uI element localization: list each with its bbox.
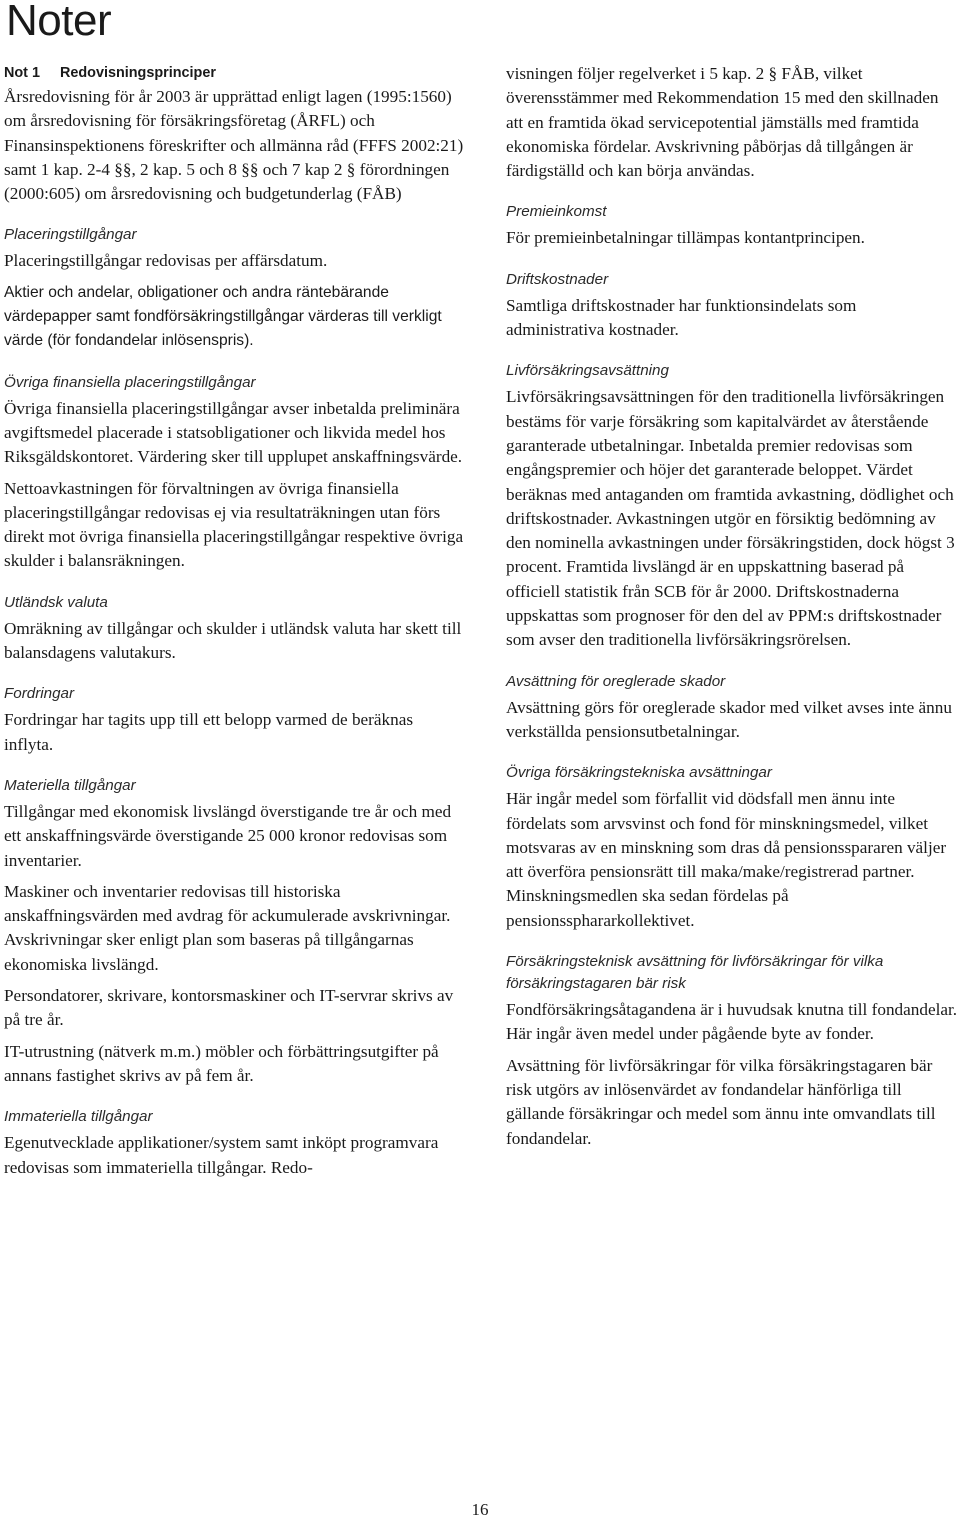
note-number: Not 1 [4,65,40,81]
paragraph: Övriga finansiella placeringstillgångar avser inbetalda preliminära avgiftsmedel placerade i statsobligationer och likvida medel hos Riksgäldskontoret. Värdering sker till upplupet anskaffningsvärde. [4,398,463,467]
intro-paragraph: Årsredovisning för år 2003 är upprättad enligt lagen (1995:1560) om årsredovisning för försäkringsföretag (ÅRFL) och Finansinspektionens föreskrifter och allmänna råd (FFFS 2002:21) samt 1 kap. 2-4 §§, 2 kap. 5 och 8 §§ och 7 kap 2 § förordningen (2000:605) om årsredovisning och budgetunderlag (FÅB) [4,87,464,204]
paragraph: Aktier och andelar, obligationer och andra räntebärande värdepapper samt fondförsäkringstillgångar värderas till verkligt värde (för fondandelar inlösenspris). [4,283,442,350]
section-heading-fordringar: Fordringar [4,685,75,703]
note-heading [4,62,464,84]
paragraph: Maskiner och inventarier redovisas till historiska anskaffningsvärden med avdrag för ackumulerade avskrivningar. Avskrivningar sker enligt plan som baseras på tillgångarnas ekonomiska livslängd. [4,881,451,974]
paragraph: För premieinbetalningar tillämpas kontantprincipen. [506,228,865,248]
section-heading-ovriga-forsakringstekniska: Övriga försäkringstekniska avsättningar [506,764,772,782]
paragraph: Egenutvecklade applikationer/system samt inköpt programvara redovisas som immateriella tillgångar. Redo- [4,1133,439,1177]
paragraph: Nettoavkastningen för förvaltningen av övriga finansiella placeringstillgångar redovisas ej via resultaträkningen utan förs direkt mot övriga finansiella placeringstillgångar respektive övriga skulder i balansräkningen. [4,478,464,571]
note-title: Redovisningsprinciper [60,65,216,81]
section-heading-materiella: Materiella tillgångar [4,776,136,794]
left-column [4,62,464,1187]
paragraph: Fondförsäkringsåtagandena är i huvudsak knutna till fondandelar. Här ingår även medel under pågående byte av fonder. [506,1000,958,1044]
paragraph: IT-utrustning (nätverk m.m.) möbler och förbättringsutgifter på annans fastighet skrivs av på fem år. [4,1041,439,1085]
paragraph: Placeringstillgångar redovisas per affärsdatum. [4,251,328,271]
paragraph: Persondatorer, skrivare, kontorsmaskiner och IT-servrar skrivs av på tre år. [4,986,454,1030]
paragraph: Här ingår medel som förfallit vid dödsfall men ännu inte fördelats som arvsvinst och fond för minskningsmedel, vilket motsvaras av en minskning som dras då pensionsspararen väljer att överföra pensionsrätt till maka/make/registrerad partner. Minskningsmedlen ska sedan fördelas på pensionssphararkollektivet. [506,789,947,930]
paragraph: Livförsäkringsavsättningen för den traditionella livförsäkringen bestäms för varje försäkring som kapitalvärdet av återstående garanterade utbetalningar. Inbetalda premier redovisas som engångspremier och höjer det garanterade beloppet. Värdet beräknas med antaganden om framtida avkastning, dödlighet och driftskostnader. Avkastningen utgör en försiktig bedömning av den nominella avkastningen under försäkringstiden, dock högst 3 procent. Framtida livslängd är en uppskattning baserad på officiell statistik från SCB för år 2000. Driftskostnaderna uppskattas som prognoser för den del av PPM:s driftskostnader som avser den traditionella livförsäkringsrörelsen. [506,387,955,650]
right-column [506,62,958,1158]
page-title: Noter [6,0,112,45]
section-heading-utlandsk-valuta: Utländsk valuta [4,593,108,611]
section-heading-ovriga-finansiella: Övriga finansiella placeringstillgångar [4,373,256,391]
section-heading-fondforsakring: Försäkringsteknisk avsättning för livförsäkringar för vilka försäkringstagaren bär risk [506,953,884,993]
section-heading-livforsakringsavsattning: Livförsäkringsavsättning [506,362,669,380]
paragraph: Samtliga driftskostnader har funktionsindelats som administrativa kostnader. [506,295,857,340]
paragraph: Avsättning för livförsäkringar för vilka försäkringstagaren bär risk utgörs av inlösenvärdet av fondandelar hänförliga till gällande försäkringar och medel som ännu inte omvandlats till fondandelar. [506,1055,936,1148]
page-number: 16 [471,1500,489,1519]
section-heading-driftskostnader: Driftskostnader [506,270,609,288]
section-heading-placeringstillgangar: Placeringstillgångar [4,226,137,244]
paragraph: Tillgångar med ekonomisk livslängd överstigande tre år och med ett anskaffningsvärde överstigande 25 000 kronor redovisas som inventarier. [4,801,452,870]
section-heading-premieinkomst: Premieinkomst [506,203,607,221]
paragraph: Fordringar har tagits upp till ett belopp varmed de beräknas inflyta. [4,710,414,754]
section-heading-immateriella: Immateriella tillgångar [4,1108,153,1126]
paragraph: Avsättning görs för oreglerade skador med vilket avses inte ännu verkställda pensionsutbetalningar. [506,697,952,741]
paragraph: visningen följer regelverket i 5 kap. 2 § FÅB, vilket överensstämmer med Rekommendation 15 med den skillnaden att en framtida ökad servicepotential jämställs med framtida ekonomiska fördelar. Avskrivning påbörjas då tillgången är färdigställd och kan börja användas. [506,64,939,181]
section-heading-oreglerade-skador: Avsättning för oreglerade skador [506,672,726,690]
paragraph: Omräkning av tillgångar och skulder i utländsk valuta har skett till balansdagens valutakurs. [4,618,462,663]
